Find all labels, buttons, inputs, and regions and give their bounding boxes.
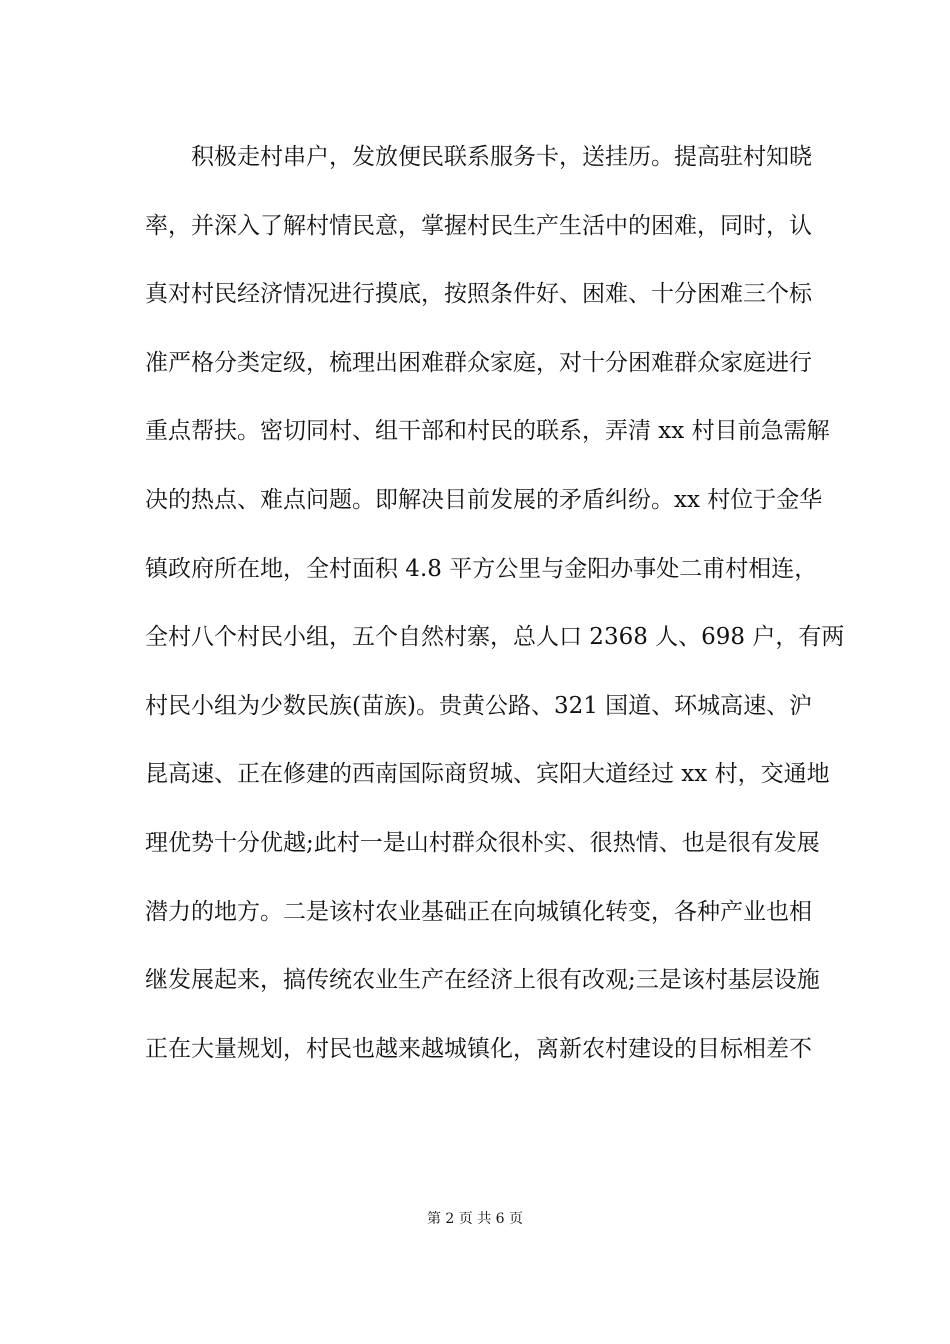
text-line: 积极走村串户，发放便民联系服务卡，送挂历。提高驻村知晓: [191, 144, 812, 170]
text-line: 村民小组为少数民族(苗族)。贵黄公路、321 国道、环城高速、沪: [145, 692, 813, 719]
text-line: 昆高速、正在修建的西南国际商贸城、宾阳大道经过 xx 村，交通地: [145, 761, 830, 788]
text-line: 率，并深入了解村情民意，掌握村民生产生活中的困难，同时，认: [145, 212, 812, 239]
text-line: 准严格分类定级，梳理出困难群众家庭，对十分困难群众家庭进行: [145, 349, 812, 376]
body-paragraph: [145, 130, 845, 1090]
text-line: 继发展起来，搞传统农业生产在经济上很有改观;三是该村基层设施: [145, 967, 820, 994]
text-line: 全村八个村民小组，五个自然村寨，总人口 2368 人、698 户，有两: [145, 624, 845, 651]
text-line: 重点帮扶。密切同村、组干部和村民的联系，弄清 xx 村目前急需解: [145, 418, 830, 445]
text-line: 理优势十分优越;此村一是山村群众很朴实、很热情、也是很有发展: [145, 829, 820, 856]
text-line: 正在大量规划，村民也越来越城镇化，离新农村建设的目标相差不: [145, 1035, 812, 1062]
text-line: 潜力的地方。二是该村农业基础正在向城镇化转变，各种产业也相: [145, 898, 812, 925]
text-line: 真对村民经济情况进行摸底，按照条件好、困难、十分困难三个标: [145, 281, 812, 308]
text-line: 镇政府所在地，全村面积 4.8 平方公里与金阳办事处二甫村相连，: [145, 555, 818, 582]
text-line: 决的热点、难点问题。即解决目前发展的矛盾纠纷。xx 村位于金华: [145, 486, 823, 513]
page-number-footer: 第 2 页 共 6 页: [426, 1211, 524, 1227]
